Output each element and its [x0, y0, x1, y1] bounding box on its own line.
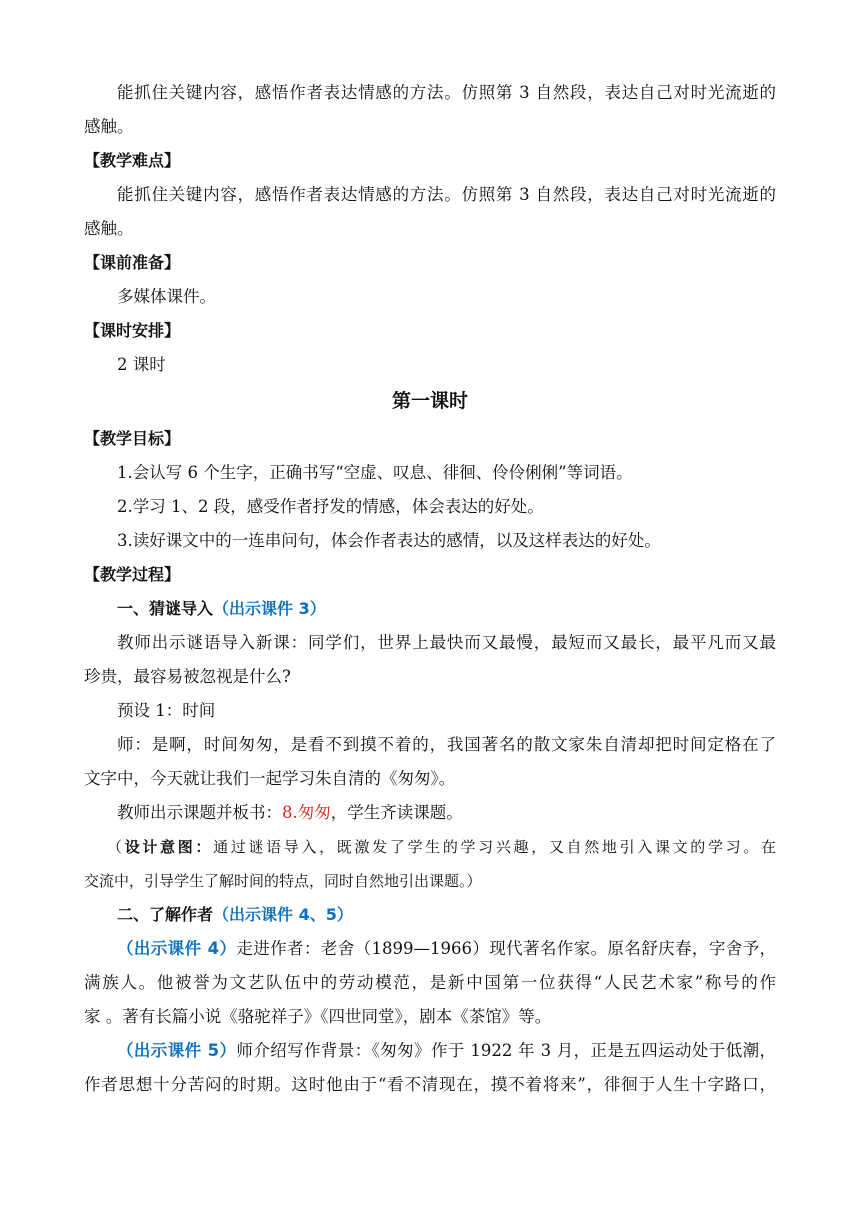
- schedule-text: 2 课时: [117, 355, 166, 374]
- paragraph-line: 师：是啊，时间匆匆，是看不到摸不着的，我国著名的散文家朱自清却把时间定格在了: [117, 735, 776, 754]
- subsection-title-text: 一、猜谜导入: [117, 599, 214, 618]
- text-segment: 走进作者：老舍（1899—1966）现代著名作家。原名舒庆春，字舍予，: [236, 939, 776, 958]
- paragraph-line: [117, 802, 463, 824]
- text-segment: ，学生齐读课题。: [330, 803, 463, 822]
- lesson-title: 第一课时: [391, 390, 468, 412]
- paragraph-line: 珍贵，最容易被忽视是什么?: [84, 667, 291, 686]
- paragraph-line: 满族人。他被誉为文艺队伍中的劳动模范，是新中国第一位获得“人民艺术家”称号的作: [84, 973, 776, 992]
- slide-reference: （出示课件 3）: [213, 599, 326, 618]
- paragraph-line: [117, 1040, 776, 1062]
- paragraph-line: 能抓住关键内容，感悟作者表达情感的方法。仿照第 3 自然段，表达自己对时光流逝的: [117, 185, 776, 204]
- note-open-paren: （: [107, 838, 125, 856]
- goal-item: 1.会认写 6 个生字，正确书写“空虚、叹息、徘徊、伶伶俐俐”等词语。: [117, 463, 633, 482]
- slide-reference: （出示课件 4）: [117, 939, 237, 958]
- text-segment: 教师出示课题并板书：: [117, 803, 282, 822]
- paragraph-line: [117, 938, 776, 960]
- paragraph-line: 能抓住关键内容，感悟作者表达情感的方法。仿照第 3 自然段，表达自己对时光流逝的: [117, 83, 776, 102]
- section-heading-goals: 【教学目标】: [84, 429, 181, 448]
- design-note-line: 交流中，引导学生了解时间的特点，同时自然地引出课题。）: [84, 872, 482, 890]
- design-note-line: [107, 836, 776, 858]
- design-note-text: 通过谜语导入，既激发了学生的学习兴趣，又自然地引入课文的学习。在: [213, 838, 776, 856]
- paragraph-line: 感触。: [84, 219, 134, 238]
- paragraph-line: 感触。: [84, 117, 134, 136]
- paragraph-line: 作者思想十分苦闷的时期。这时他由于“看不清现在，摸不着将来”，徘徊于人生十字路口，: [84, 1075, 776, 1094]
- subsection-title-2: [117, 904, 353, 926]
- subsection-title-1: [117, 598, 326, 620]
- section-heading-prep: 【课前准备】: [84, 253, 181, 272]
- slide-reference: （出示课件 5）: [117, 1041, 237, 1060]
- goal-item: 3.读好课文中的一连串问句，体会作者表达的感情，以及这样表达的好处。: [117, 531, 661, 550]
- section-heading-difficulty: 【教学难点】: [84, 151, 181, 170]
- paragraph-line: 文字中，今天就让我们一起学习朱自清的《匆匆》。: [84, 769, 456, 788]
- slide-reference: （出示课件 4、5）: [213, 905, 353, 924]
- paragraph-line: 教师出示谜语导入新课：同学们，世界上最快而又最慢，最短而又最长，最平凡而又最: [117, 633, 776, 652]
- preset-answer: 预设 1：时间: [117, 701, 216, 720]
- prep-text: 多媒体课件。: [117, 287, 216, 306]
- paragraph-line: 家 。著有长篇小说《骆驼祥子》《四世同堂》，剧本《茶馆》等。: [84, 1007, 552, 1026]
- goal-item: 2.学习 1、2 段，感受作者抒发的情感，体会表达的好处。: [117, 497, 544, 516]
- lesson-title-highlight: 8.匆匆: [282, 803, 331, 822]
- section-heading-process: 【教学过程】: [84, 565, 181, 584]
- subsection-title-text: 二、了解作者: [117, 905, 214, 924]
- text-segment: 师介绍写作背景：《匆匆》作于 1922 年 3 月，正是五四运动处于低潮，: [236, 1041, 776, 1060]
- section-heading-schedule: 【课时安排】: [84, 321, 181, 340]
- design-note-label: 设计意图：: [124, 838, 214, 856]
